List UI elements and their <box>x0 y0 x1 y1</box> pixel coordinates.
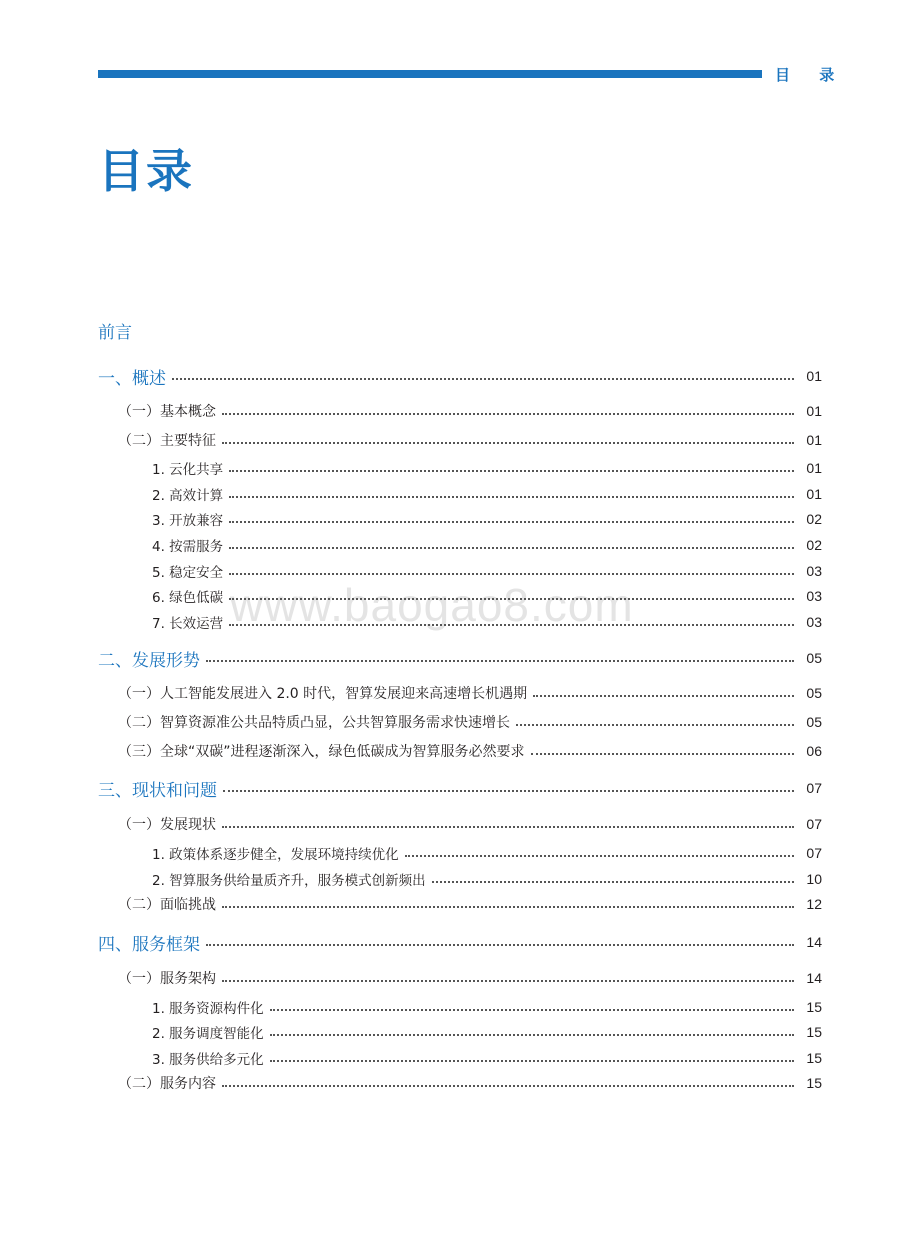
toc-page-number: 05 <box>806 685 822 701</box>
toc-entry-title: （二）面临挑战 <box>118 897 216 913</box>
toc-entry-title: 3. 服务供给多元化 <box>152 1052 264 1068</box>
toc-page-number: 01 <box>806 460 822 476</box>
toc-leader <box>432 881 794 883</box>
toc-entry-title: 2. 高效计算 <box>152 488 224 504</box>
toc-entry-title: （一）基本概念 <box>118 404 216 420</box>
toc-page-number: 03 <box>806 614 822 630</box>
toc-leader <box>222 1085 794 1087</box>
toc-entry-title: 一、概述 <box>98 368 166 389</box>
toc-entry-title: 4. 按需服务 <box>152 539 224 555</box>
toc-page-number: 15 <box>806 999 822 1015</box>
toc-entry[interactable] <box>118 1071 822 1095</box>
toc-leader <box>222 826 794 828</box>
toc-leader <box>229 496 794 498</box>
toc-leader <box>172 378 794 380</box>
toc-entry[interactable] <box>152 867 822 891</box>
toc-leader <box>516 724 794 726</box>
toc-entry[interactable] <box>152 1020 822 1044</box>
toc-leader <box>405 855 794 857</box>
toc-entry-title: 6. 绿色低碳 <box>152 590 224 606</box>
toc-entry-title: （一）人工智能发展进入 2.0 时代，智算发展迎来高速增长机遇期 <box>118 686 528 702</box>
toc-entry[interactable] <box>152 456 822 480</box>
toc-leader <box>270 1034 794 1036</box>
header-label: 目 录 <box>775 66 847 84</box>
toc-entry[interactable] <box>152 533 822 557</box>
toc-entry-title: （二）主要特征 <box>118 433 216 449</box>
toc-entry[interactable] <box>118 399 822 423</box>
toc-page-number: 01 <box>806 368 822 384</box>
toc-leader <box>270 1060 794 1062</box>
toc-entry-title: 二、发展形势 <box>98 650 200 671</box>
toc-entry-title: 四、服务框架 <box>98 934 200 955</box>
toc-entry[interactable] <box>152 482 822 506</box>
toc-entry[interactable] <box>152 841 822 865</box>
toc-leader <box>222 413 794 415</box>
toc-preface[interactable]: 前言 <box>98 323 132 343</box>
toc-entry-title: 1. 政策体系逐步健全，发展环境持续优化 <box>152 847 399 863</box>
toc-entry[interactable] <box>118 710 822 734</box>
toc-leader <box>229 470 794 472</box>
toc-leader <box>229 598 794 600</box>
toc-entry[interactable] <box>152 610 822 634</box>
toc-entry-title: 7. 长效运营 <box>152 616 224 632</box>
watermark: www.baogao8.com <box>230 579 634 631</box>
toc-page-number: 15 <box>806 1050 822 1066</box>
toc-leader <box>229 547 794 549</box>
toc-page-number: 14 <box>806 934 822 950</box>
toc-entry[interactable] <box>118 428 822 452</box>
toc-page-number: 15 <box>806 1024 822 1040</box>
toc-page-number: 02 <box>806 537 822 553</box>
toc-entry-title: 三、现状和问题 <box>98 780 217 801</box>
toc-leader <box>270 1009 794 1011</box>
toc-entry-title: （一）发展现状 <box>118 817 216 833</box>
toc-entry[interactable] <box>98 930 822 954</box>
toc-leader <box>206 660 794 662</box>
toc-page-number: 01 <box>806 403 822 419</box>
toc-entry[interactable] <box>118 966 822 990</box>
toc-entry-title: 1. 服务资源构件化 <box>152 1001 264 1017</box>
toc-page-number: 05 <box>806 650 822 666</box>
toc-leader <box>531 753 794 755</box>
toc-entry[interactable] <box>118 812 822 836</box>
toc-entry[interactable] <box>98 646 822 670</box>
toc-page-number: 05 <box>806 714 822 730</box>
toc-page-number: 07 <box>806 816 822 832</box>
toc-leader <box>229 624 794 626</box>
toc-entry-title: 1. 云化共享 <box>152 462 224 478</box>
toc-entry[interactable] <box>152 584 822 608</box>
toc-page-number: 03 <box>806 563 822 579</box>
toc-leader <box>533 695 794 697</box>
toc-entry-title: （二）服务内容 <box>118 1076 216 1092</box>
toc-entry[interactable] <box>152 559 822 583</box>
toc-entry-title: （二）智算资源准公共品特质凸显，公共智算服务需求快速增长 <box>118 715 510 731</box>
toc-page-number: 06 <box>806 743 822 759</box>
toc-entry-title: 3. 开放兼容 <box>152 513 224 529</box>
toc-page-number: 12 <box>806 896 822 912</box>
toc-page-number: 14 <box>806 970 822 986</box>
toc-leader <box>229 521 794 523</box>
toc-entry-title: （一）服务架构 <box>118 971 216 987</box>
toc-leader <box>206 944 794 946</box>
toc-entry[interactable] <box>118 892 822 916</box>
toc-entry[interactable] <box>98 364 822 388</box>
toc-leader <box>229 573 794 575</box>
toc-entry-title: 5. 稳定安全 <box>152 565 224 581</box>
toc-entry-title: （三）全球“双碳”进程逐渐深入，绿色低碳成为智算服务必然要求 <box>118 744 525 760</box>
toc-leader <box>222 980 794 982</box>
toc-entry[interactable] <box>98 776 822 800</box>
toc-page-number: 10 <box>806 871 822 887</box>
toc-page-number: 01 <box>806 432 822 448</box>
toc-entry[interactable] <box>152 995 822 1019</box>
toc-page-number: 07 <box>806 780 822 796</box>
page-title: 目录 <box>98 144 194 198</box>
toc-leader <box>222 442 794 444</box>
toc-page-number: 07 <box>806 845 822 861</box>
toc-page-number: 02 <box>806 511 822 527</box>
toc-leader <box>223 790 794 792</box>
toc-entry[interactable] <box>118 739 822 763</box>
toc-leader <box>222 906 794 908</box>
toc-page-number: 01 <box>806 486 822 502</box>
toc-entry[interactable] <box>152 507 822 531</box>
toc-entry[interactable] <box>118 681 822 705</box>
toc-page-number: 15 <box>806 1075 822 1091</box>
toc-entry-title: 2. 智算服务供给量质齐升，服务模式创新频出 <box>152 873 426 889</box>
toc-page-number: 03 <box>806 588 822 604</box>
toc-entry[interactable] <box>152 1046 822 1070</box>
toc-entry-title: 2. 服务调度智能化 <box>152 1026 264 1042</box>
